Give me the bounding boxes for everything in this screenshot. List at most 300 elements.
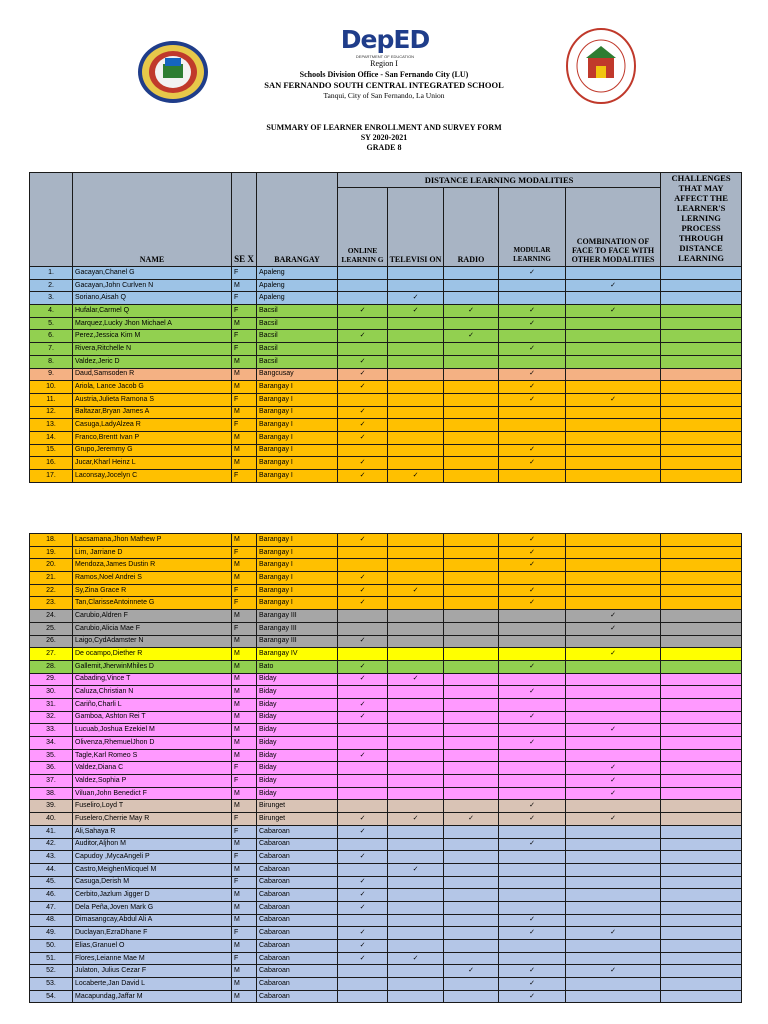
learner-row	[30, 584, 742, 597]
tv-check	[388, 838, 444, 851]
row-number: 35.	[30, 749, 73, 762]
row-number: 42.	[30, 838, 73, 851]
modular-check	[499, 355, 566, 368]
online-check	[338, 317, 388, 330]
learner-sex: M	[232, 698, 257, 711]
radio-check	[444, 279, 499, 292]
online-header-text: ONLINE LEARNIN G	[341, 246, 384, 264]
tv-check	[388, 572, 444, 585]
combination-check	[566, 559, 661, 572]
online-check	[338, 267, 388, 280]
learner-row	[30, 267, 742, 280]
learner-sex: F	[232, 762, 257, 775]
combination-check	[566, 901, 661, 914]
modular-check	[499, 330, 566, 343]
learner-name: Lacsamana,Jhon Mathew P	[73, 534, 232, 547]
modular-check	[499, 610, 566, 623]
modular-check	[499, 698, 566, 711]
row-number: 6.	[30, 330, 73, 343]
learner-name: Fuselero,Cherrie May R	[73, 813, 232, 826]
learner-barangay: Bacsil	[257, 330, 338, 343]
tv-check	[388, 978, 444, 991]
tv-check	[388, 393, 444, 406]
learner-row	[30, 470, 742, 483]
radio-check	[444, 292, 499, 305]
online-check	[338, 724, 388, 737]
tv-check: ✓	[388, 673, 444, 686]
learner-name: Jucar,Kharl Heinz L	[73, 457, 232, 470]
learner-barangay: Cabaroan	[257, 876, 338, 889]
modular-check	[499, 622, 566, 635]
tv-check: ✓	[388, 584, 444, 597]
learner-name: Locaberte,Jan David L	[73, 978, 232, 991]
combination-check	[566, 419, 661, 432]
modular-check: ✓	[499, 813, 566, 826]
learner-name: Marquez,Lucky Jhon Michael A	[73, 317, 232, 330]
learner-name: Gamboa, Ashton Rei T	[73, 711, 232, 724]
challenges-cell	[661, 673, 742, 686]
combination-check: ✓	[566, 775, 661, 788]
radio-check	[444, 572, 499, 585]
tv-check	[388, 660, 444, 673]
tv-check	[388, 737, 444, 750]
learner-row	[30, 965, 742, 978]
challenges-cell	[661, 889, 742, 902]
tv-check	[388, 279, 444, 292]
combination-check	[566, 749, 661, 762]
region-line: Region I	[370, 59, 398, 68]
learner-barangay: Biday	[257, 787, 338, 800]
modular-check	[499, 952, 566, 965]
learner-name: Grupo,Jeremmy G	[73, 444, 232, 457]
modular-check	[499, 889, 566, 902]
learner-barangay: Bangcusay	[257, 368, 338, 381]
learner-name: Caluza,Christian N	[73, 686, 232, 699]
online-check: ✓	[338, 927, 388, 940]
radio-check	[444, 838, 499, 851]
row-number: 9.	[30, 368, 73, 381]
challenges-cell	[661, 698, 742, 711]
learner-sex: M	[232, 572, 257, 585]
grade-level: GRADE 8	[366, 143, 402, 152]
learner-name: Casuga,LadyAlzea R	[73, 419, 232, 432]
learner-name: Ramos,Noel Andrei S	[73, 572, 232, 585]
row-number: 3.	[30, 292, 73, 305]
radio-check	[444, 800, 499, 813]
learner-name: Lucuab,Joshua Ezekiel M	[73, 724, 232, 737]
row-number: 34.	[30, 737, 73, 750]
row-number: 22.	[30, 584, 73, 597]
combination-header-text: COMBINATION OF FACE TO FACE WITH OTHER MODALITIES	[571, 237, 655, 264]
radio-check	[444, 546, 499, 559]
challenges-cell	[661, 584, 742, 597]
modular-check	[499, 863, 566, 876]
challenges-cell	[661, 648, 742, 661]
learner-sex: F	[232, 470, 257, 483]
online-check: ✓	[338, 673, 388, 686]
learner-row	[30, 851, 742, 864]
learner-sex: F	[232, 292, 257, 305]
learner-sex: F	[232, 927, 257, 940]
radio-header-text: RADIO	[457, 255, 485, 264]
learner-sex: M	[232, 355, 257, 368]
online-check: ✓	[338, 698, 388, 711]
challenges-cell	[661, 279, 742, 292]
tv-check	[388, 965, 444, 978]
learner-name: Valdez,Diana C	[73, 762, 232, 775]
modular-check: ✓	[499, 457, 566, 470]
tv-check	[388, 762, 444, 775]
learner-barangay: Bacsil	[257, 317, 338, 330]
combination-check	[566, 572, 661, 585]
modular-check	[499, 749, 566, 762]
radio-check	[444, 927, 499, 940]
row-number: 37.	[30, 775, 73, 788]
learner-row	[30, 444, 742, 457]
online-check	[338, 787, 388, 800]
radio-check	[444, 724, 499, 737]
learner-barangay: Biday	[257, 762, 338, 775]
combination-check	[566, 431, 661, 444]
challenges-cell	[661, 444, 742, 457]
learner-sex: M	[232, 368, 257, 381]
learner-row	[30, 292, 742, 305]
combination-check	[566, 940, 661, 953]
learner-name: Julaton, Julius Cezar F	[73, 965, 232, 978]
learner-sex: F	[232, 419, 257, 432]
radio-check	[444, 343, 499, 356]
learner-sex: F	[232, 546, 257, 559]
learner-row	[30, 724, 742, 737]
modular-check	[499, 673, 566, 686]
learner-barangay: Barangay IV	[257, 648, 338, 661]
learner-sex: F	[232, 343, 257, 356]
learner-barangay: Biday	[257, 749, 338, 762]
col-modular-header	[499, 188, 566, 267]
learner-row	[30, 787, 742, 800]
online-check: ✓	[338, 305, 388, 318]
challenges-cell	[661, 660, 742, 673]
modular-check: ✓	[499, 393, 566, 406]
radio-check	[444, 470, 499, 483]
learner-row	[30, 838, 742, 851]
col-online-header	[338, 188, 388, 267]
row-number: 20.	[30, 559, 73, 572]
learner-row	[30, 825, 742, 838]
tv-check	[388, 724, 444, 737]
modular-check	[499, 787, 566, 800]
row-number: 33.	[30, 724, 73, 737]
challenges-cell	[661, 431, 742, 444]
learner-barangay: Cabaroan	[257, 863, 338, 876]
learner-barangay: Biday	[257, 775, 338, 788]
learner-row	[30, 419, 742, 432]
row-number: 45.	[30, 876, 73, 889]
learner-name: Auditor,Aljhon M	[73, 838, 232, 851]
learner-sex: M	[232, 431, 257, 444]
row-number: 2.	[30, 279, 73, 292]
learner-name: Fuseliro,Loyd T	[73, 800, 232, 813]
challenges-cell	[661, 343, 742, 356]
combination-check	[566, 876, 661, 889]
learner-barangay: Barangay I	[257, 572, 338, 585]
online-check: ✓	[338, 597, 388, 610]
learner-name: Tan,ClarisseAntoinnete G	[73, 597, 232, 610]
row-number: 30.	[30, 686, 73, 699]
learner-sex: M	[232, 457, 257, 470]
learner-row	[30, 660, 742, 673]
online-check: ✓	[338, 813, 388, 826]
learner-sex: M	[232, 838, 257, 851]
online-check	[338, 800, 388, 813]
modular-check: ✓	[499, 965, 566, 978]
radio-check	[444, 368, 499, 381]
row-number: 49.	[30, 927, 73, 940]
row-number: 47.	[30, 901, 73, 914]
combination-check	[566, 851, 661, 864]
learner-name: Daud,Samsoden R	[73, 368, 232, 381]
learner-barangay: Barangay III	[257, 622, 338, 635]
row-number: 54.	[30, 990, 73, 1003]
learner-row	[30, 317, 742, 330]
learner-name: Franco,Brentt Ivan P	[73, 431, 232, 444]
learner-barangay: Barangay I	[257, 559, 338, 572]
learner-name: Ariola, Lance Jacob G	[73, 381, 232, 394]
modular-check: ✓	[499, 584, 566, 597]
learner-sex: M	[232, 749, 257, 762]
learner-name: Flores,Leianne Mae M	[73, 952, 232, 965]
learner-barangay: Cabaroan	[257, 965, 338, 978]
online-check: ✓	[338, 381, 388, 394]
learner-sex: F	[232, 825, 257, 838]
tv-check	[388, 990, 444, 1003]
challenges-cell	[661, 470, 742, 483]
learner-name: De ocampo,Diether R	[73, 648, 232, 661]
learner-row	[30, 343, 742, 356]
row-number: 25.	[30, 622, 73, 635]
modular-check	[499, 648, 566, 661]
learner-barangay: Biday	[257, 737, 338, 750]
online-check: ✓	[338, 470, 388, 483]
challenges-header-text: CHALLENGES THAT MAY AFFECT THE LEARNER'S LERNING PROCESS THROUGH DISTANCE LEARNING	[671, 173, 731, 263]
combination-check: ✓	[566, 610, 661, 623]
col-combination-header	[566, 188, 661, 267]
radio-check	[444, 686, 499, 699]
challenges-cell	[661, 419, 742, 432]
radio-check	[444, 355, 499, 368]
tv-check	[388, 597, 444, 610]
online-check: ✓	[338, 457, 388, 470]
tv-header-text: TELEVISI ON	[389, 255, 442, 264]
modular-check: ✓	[499, 927, 566, 940]
challenges-cell	[661, 330, 742, 343]
learner-row	[30, 431, 742, 444]
online-check	[338, 444, 388, 457]
modular-check: ✓	[499, 990, 566, 1003]
combination-check: ✓	[566, 279, 661, 292]
radio-check	[444, 457, 499, 470]
tv-check	[388, 534, 444, 547]
challenges-cell	[661, 851, 742, 864]
learner-row	[30, 940, 742, 953]
combination-check	[566, 330, 661, 343]
radio-check	[444, 559, 499, 572]
learner-barangay: Barangay I	[257, 470, 338, 483]
row-number: 7.	[30, 343, 73, 356]
learner-sex: F	[232, 393, 257, 406]
col-name-header	[73, 173, 232, 267]
tv-check	[388, 711, 444, 724]
learner-name: Tagle,Karl Romeo S	[73, 749, 232, 762]
radio-check	[444, 267, 499, 280]
learner-barangay: Birunget	[257, 813, 338, 826]
modular-check	[499, 825, 566, 838]
learner-row	[30, 330, 742, 343]
row-number: 28.	[30, 660, 73, 673]
row-number: 46.	[30, 889, 73, 902]
learner-name: Castro,MeighenMicquel M	[73, 863, 232, 876]
row-number: 24.	[30, 610, 73, 623]
combination-check	[566, 355, 661, 368]
tv-check: ✓	[388, 470, 444, 483]
learner-row	[30, 863, 742, 876]
challenges-cell	[661, 749, 742, 762]
learner-sex: F	[232, 876, 257, 889]
challenges-cell	[661, 610, 742, 623]
learner-barangay: Barangay I	[257, 534, 338, 547]
radio-check	[444, 673, 499, 686]
online-check	[338, 737, 388, 750]
combination-check	[566, 292, 661, 305]
combination-check: ✓	[566, 648, 661, 661]
tv-check: ✓	[388, 305, 444, 318]
online-check: ✓	[338, 635, 388, 648]
learner-name: Carubio,Aldren F	[73, 610, 232, 623]
tv-check	[388, 317, 444, 330]
tv-check: ✓	[388, 292, 444, 305]
tv-check: ✓	[388, 813, 444, 826]
learner-sex: M	[232, 901, 257, 914]
row-number: 36.	[30, 762, 73, 775]
row-number: 23.	[30, 597, 73, 610]
learner-row	[30, 648, 742, 661]
school-year: SY 2020-2021	[360, 133, 408, 142]
learner-name: Cabading,Vince T	[73, 673, 232, 686]
challenges-cell	[661, 622, 742, 635]
challenges-cell	[661, 368, 742, 381]
learner-barangay: Cabaroan	[257, 990, 338, 1003]
learner-row	[30, 381, 742, 394]
row-number: 14.	[30, 431, 73, 444]
tv-check	[388, 457, 444, 470]
challenges-cell	[661, 927, 742, 940]
challenges-cell	[661, 825, 742, 838]
modular-check: ✓	[499, 444, 566, 457]
challenges-cell	[661, 572, 742, 585]
tv-check	[388, 444, 444, 457]
learner-row	[30, 686, 742, 699]
radio-check	[444, 419, 499, 432]
learner-sex: M	[232, 990, 257, 1003]
combination-check	[566, 470, 661, 483]
learner-row	[30, 355, 742, 368]
radio-check	[444, 978, 499, 991]
modular-check: ✓	[499, 546, 566, 559]
radio-check	[444, 851, 499, 864]
tv-check: ✓	[388, 952, 444, 965]
challenges-cell	[661, 978, 742, 991]
modular-check: ✓	[499, 559, 566, 572]
radio-check	[444, 584, 499, 597]
learner-name: Carubio,Alicia Mae F	[73, 622, 232, 635]
learner-name: Sy,Zina Grace R	[73, 584, 232, 597]
learner-name: Soriano,Aisah Q	[73, 292, 232, 305]
online-check	[338, 648, 388, 661]
deped-logo	[340, 26, 430, 62]
tv-check	[388, 267, 444, 280]
online-check	[338, 863, 388, 876]
col-barangay-header	[257, 173, 338, 267]
online-check	[338, 838, 388, 851]
learner-table-part1	[29, 266, 742, 483]
learner-name: Mendoza,James Dustin R	[73, 559, 232, 572]
modular-check	[499, 635, 566, 648]
modular-check: ✓	[499, 737, 566, 750]
learner-barangay: Apaleng	[257, 267, 338, 280]
row-number: 51.	[30, 952, 73, 965]
learner-name: Austria,Julieta Ramona S	[73, 393, 232, 406]
challenges-cell	[661, 940, 742, 953]
online-check	[338, 292, 388, 305]
radio-check	[444, 317, 499, 330]
online-check	[338, 343, 388, 356]
radio-check	[444, 660, 499, 673]
tv-check	[388, 889, 444, 902]
combination-check	[566, 406, 661, 419]
tv-check	[388, 901, 444, 914]
challenges-cell	[661, 534, 742, 547]
radio-check	[444, 597, 499, 610]
online-check	[338, 965, 388, 978]
radio-check	[444, 914, 499, 927]
modular-check	[499, 572, 566, 585]
modular-check	[499, 279, 566, 292]
radio-check: ✓	[444, 965, 499, 978]
tv-check	[388, 406, 444, 419]
learner-barangay: Biday	[257, 711, 338, 724]
online-check: ✓	[338, 419, 388, 432]
learner-name: Dimasangcay,Abdul Ali A	[73, 914, 232, 927]
modular-check: ✓	[499, 381, 566, 394]
challenges-cell	[661, 737, 742, 750]
learner-sex: F	[232, 622, 257, 635]
challenges-cell	[661, 787, 742, 800]
learner-barangay: Cabaroan	[257, 914, 338, 927]
row-number: 41.	[30, 825, 73, 838]
row-number: 19.	[30, 546, 73, 559]
learner-sex: F	[232, 851, 257, 864]
learner-row	[30, 901, 742, 914]
learner-sex: F	[232, 305, 257, 318]
radio-check: ✓	[444, 330, 499, 343]
radio-check	[444, 444, 499, 457]
division-line: Schools Division Office - San Fernando City (LU)	[299, 70, 469, 79]
online-check	[338, 393, 388, 406]
barangay-header-text: BARANGAY	[274, 255, 320, 264]
combination-check	[566, 597, 661, 610]
learner-barangay: Biday	[257, 686, 338, 699]
learner-row	[30, 393, 742, 406]
